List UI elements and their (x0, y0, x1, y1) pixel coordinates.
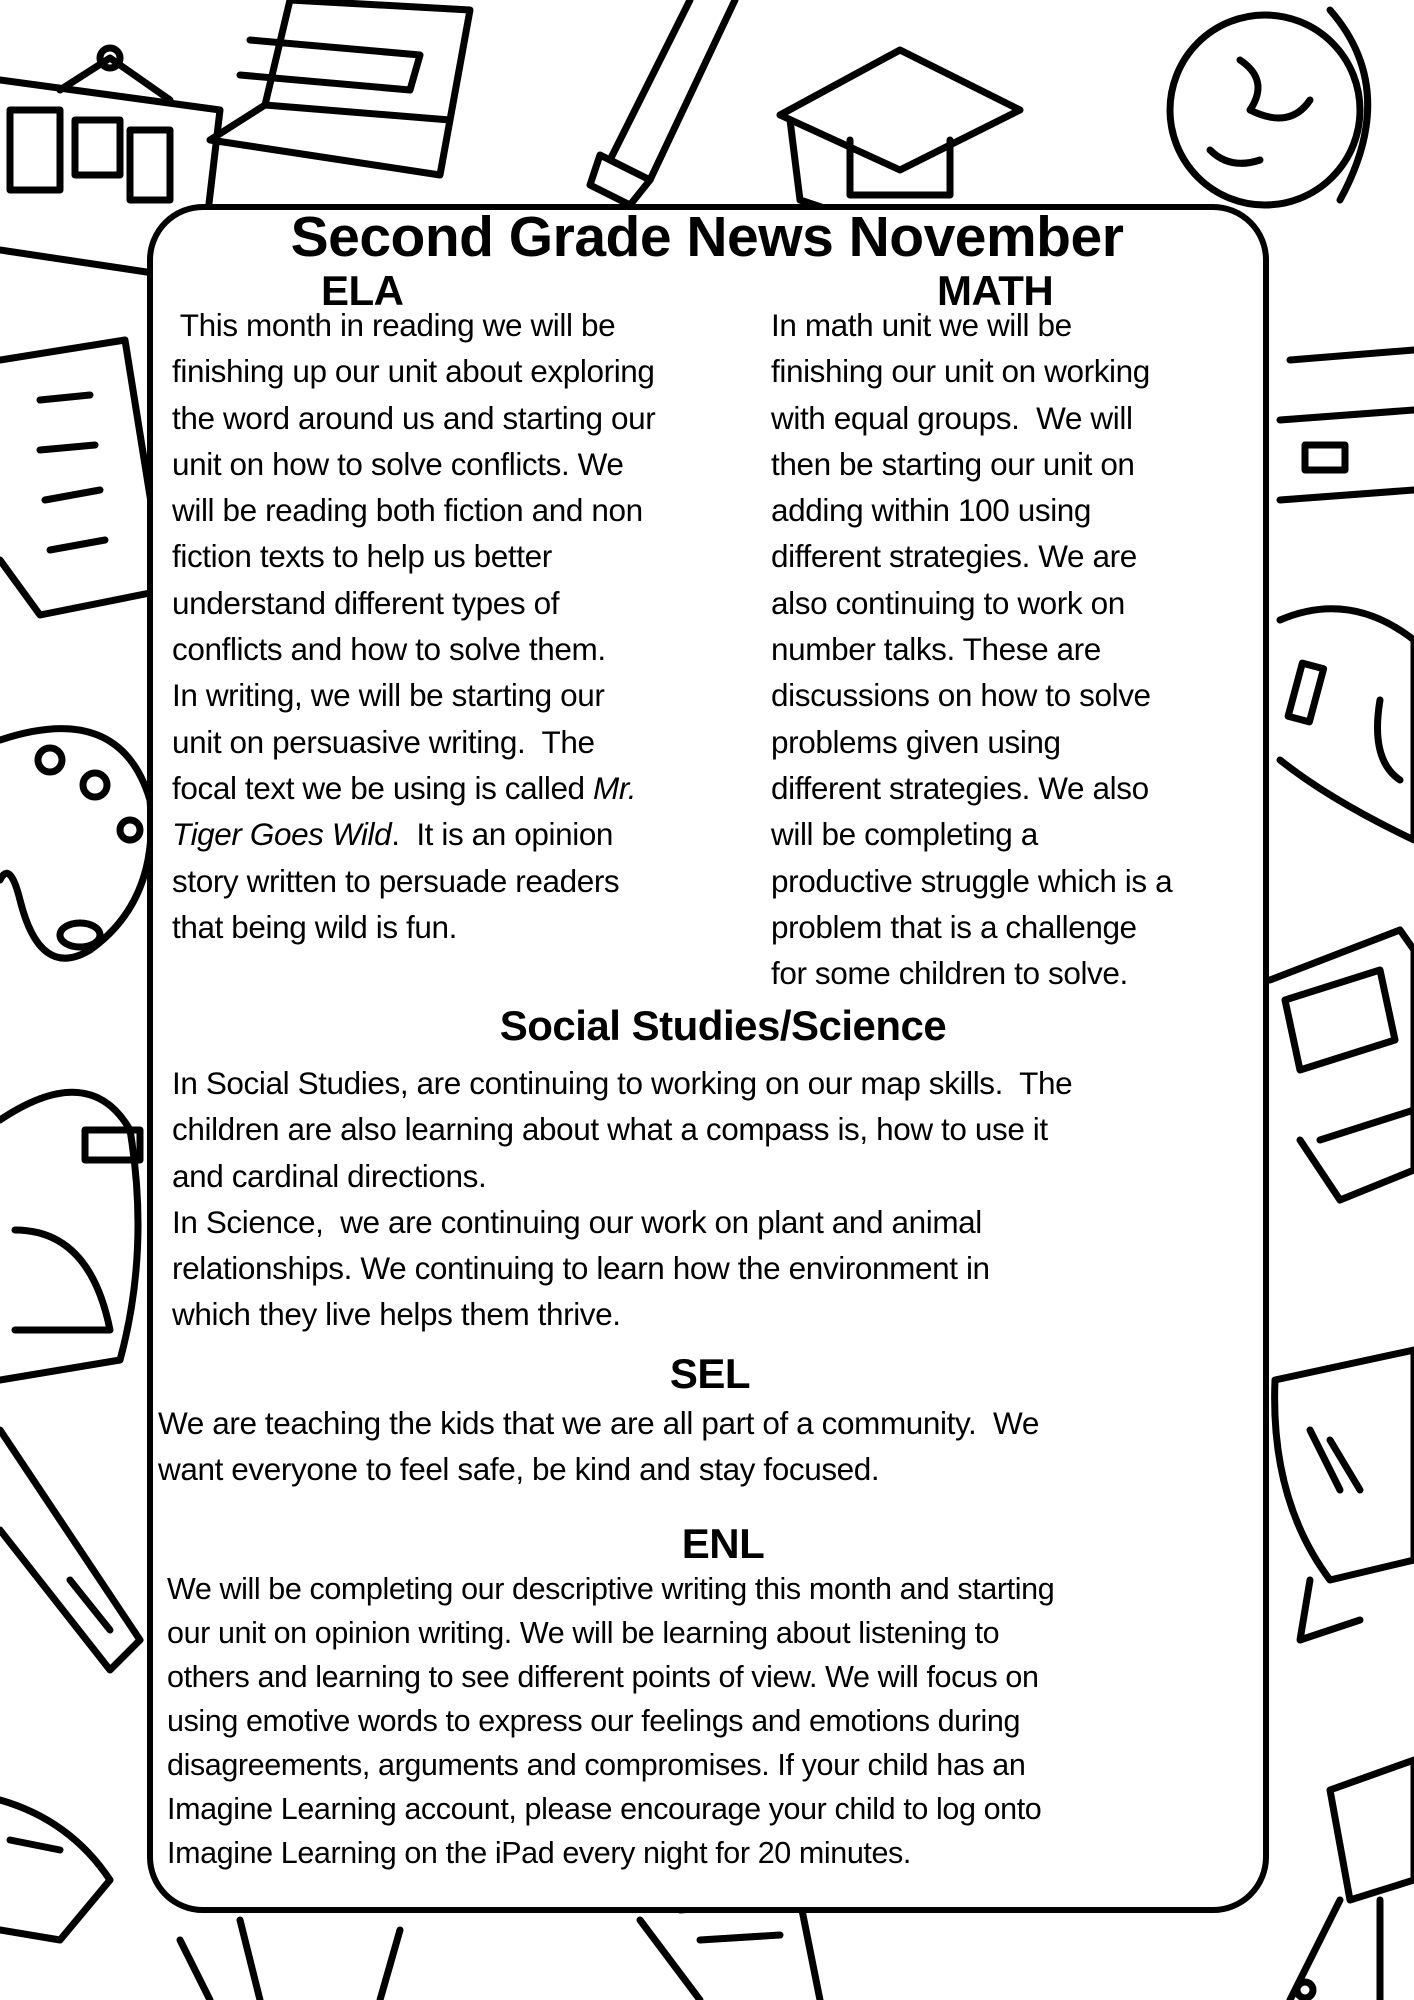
text-line: We will be completing our descriptive writing this month and starting (167, 1572, 1055, 1606)
book-title-italic: Tiger Goes Wild (172, 816, 392, 853)
book-title-italic: Mr. (593, 769, 637, 806)
enl-body (167, 1567, 1054, 1875)
text-line: will be completing a (771, 816, 1038, 853)
text-line: In Social Studies, are continuing to working on our map skills. The (172, 1065, 1073, 1101)
paint-palette-icon (0, 729, 151, 959)
social-science-body (172, 1060, 1072, 1338)
book-icon (1270, 930, 1414, 1200)
text-line: our unit on opinion writing. We will be learning about listening to (167, 1616, 1000, 1650)
text-line: using emotive words to express our feelings and emotions during (167, 1704, 1021, 1738)
text-line: want everyone to feel safe, be kind and stay focused. (158, 1451, 880, 1488)
telescope-icon (1290, 1760, 1414, 2000)
text-line: Imagine Learning account, please encourage your child to log onto (167, 1792, 1042, 1826)
sel-body (158, 1400, 1039, 1493)
text-line: adding within 100 using (771, 492, 1092, 529)
text-line: disagreements, arguments and compromises. If your child has an (167, 1748, 1026, 1782)
test-paper-icon (0, 340, 165, 615)
page-title: Second Grade News November (290, 205, 1124, 269)
text-line: problem that is a challenge (771, 908, 1137, 945)
briefcase-icon (1280, 350, 1414, 500)
text-line: relationships. We continuing to learn how the environment in (172, 1250, 990, 1287)
text-line: fiction texts to help us better (172, 538, 552, 575)
text-line (172, 811, 655, 857)
text-line: In math unit we will be (771, 307, 1072, 343)
text-line: problems given using (771, 723, 1061, 760)
text-line: unit on persuasive writing. The (172, 723, 595, 760)
text-line: productive struggle which is a (771, 862, 1173, 899)
sel-heading: SEL (669, 1350, 751, 1397)
scissors-icon (180, 1920, 400, 2000)
text-line: that being wild is fun. (172, 908, 457, 945)
pencil-icon (590, 0, 735, 205)
text-line: with equal groups. We will (771, 399, 1133, 436)
text-line: This month in reading we will be (172, 307, 616, 343)
text-line: story written to persuade readers (172, 862, 620, 899)
calculator-icon (1280, 609, 1414, 840)
text-line: finishing our unit on working (771, 353, 1150, 390)
text-line: others and learning to see different points of view. We will focus on (167, 1660, 1039, 1694)
text-line: finishing up our unit about exploring (172, 353, 655, 390)
ela-body (172, 302, 655, 950)
text-line: which they live helps them thrive. (172, 1296, 621, 1333)
text-line: for some children to solve. (771, 955, 1128, 992)
text-line: and cardinal directions. (172, 1157, 487, 1194)
backpack-icon (0, 1092, 140, 1380)
text-segment: focal text we be using is called (172, 769, 594, 806)
text-line: different strategies. We are (771, 538, 1137, 575)
ela-heading: ELA (321, 267, 404, 314)
text-line: also continuing to work on (771, 584, 1125, 621)
text-line: different strategies. We also (771, 769, 1149, 806)
text-line: In Science, we are continuing our work on plant and animal (172, 1203, 982, 1240)
text-line: children are also learning about what a compass is, how to use it (172, 1111, 1048, 1148)
text-segment: . It is an opinion (391, 816, 614, 853)
social-science-heading: Social Studies/Science (499, 1002, 947, 1049)
math-heading: MATH (937, 267, 1054, 314)
text-line: In writing, we will be starting our (172, 677, 605, 714)
text-line: discussions on how to solve (771, 677, 1151, 714)
open-book-icon (640, 1900, 820, 2000)
text-line: the word around us and starting our (172, 399, 656, 436)
text-line: conflicts and how to solve them. (172, 631, 606, 668)
math-body (771, 302, 1172, 996)
enl-heading: ENL (681, 1520, 765, 1567)
text-line: Imagine Learning on the iPad every night for 20 minutes. (167, 1836, 911, 1870)
text-line: unit on how to solve conflicts. We (172, 445, 624, 482)
laptop-icon (210, 0, 470, 175)
text-line: then be starting our unit on (771, 445, 1135, 482)
text-line: number talks. These are (771, 631, 1101, 668)
text-line: understand different types of (172, 584, 560, 621)
graduation-cap-icon (780, 50, 1020, 210)
text-line: will be reading both fiction and non (172, 492, 643, 529)
text-line (172, 765, 655, 811)
text-line: We are teaching the kids that we are all part of a community. We (158, 1405, 1039, 1441)
shoe-icon (0, 1800, 110, 1940)
globe-icon (1170, 10, 1368, 205)
